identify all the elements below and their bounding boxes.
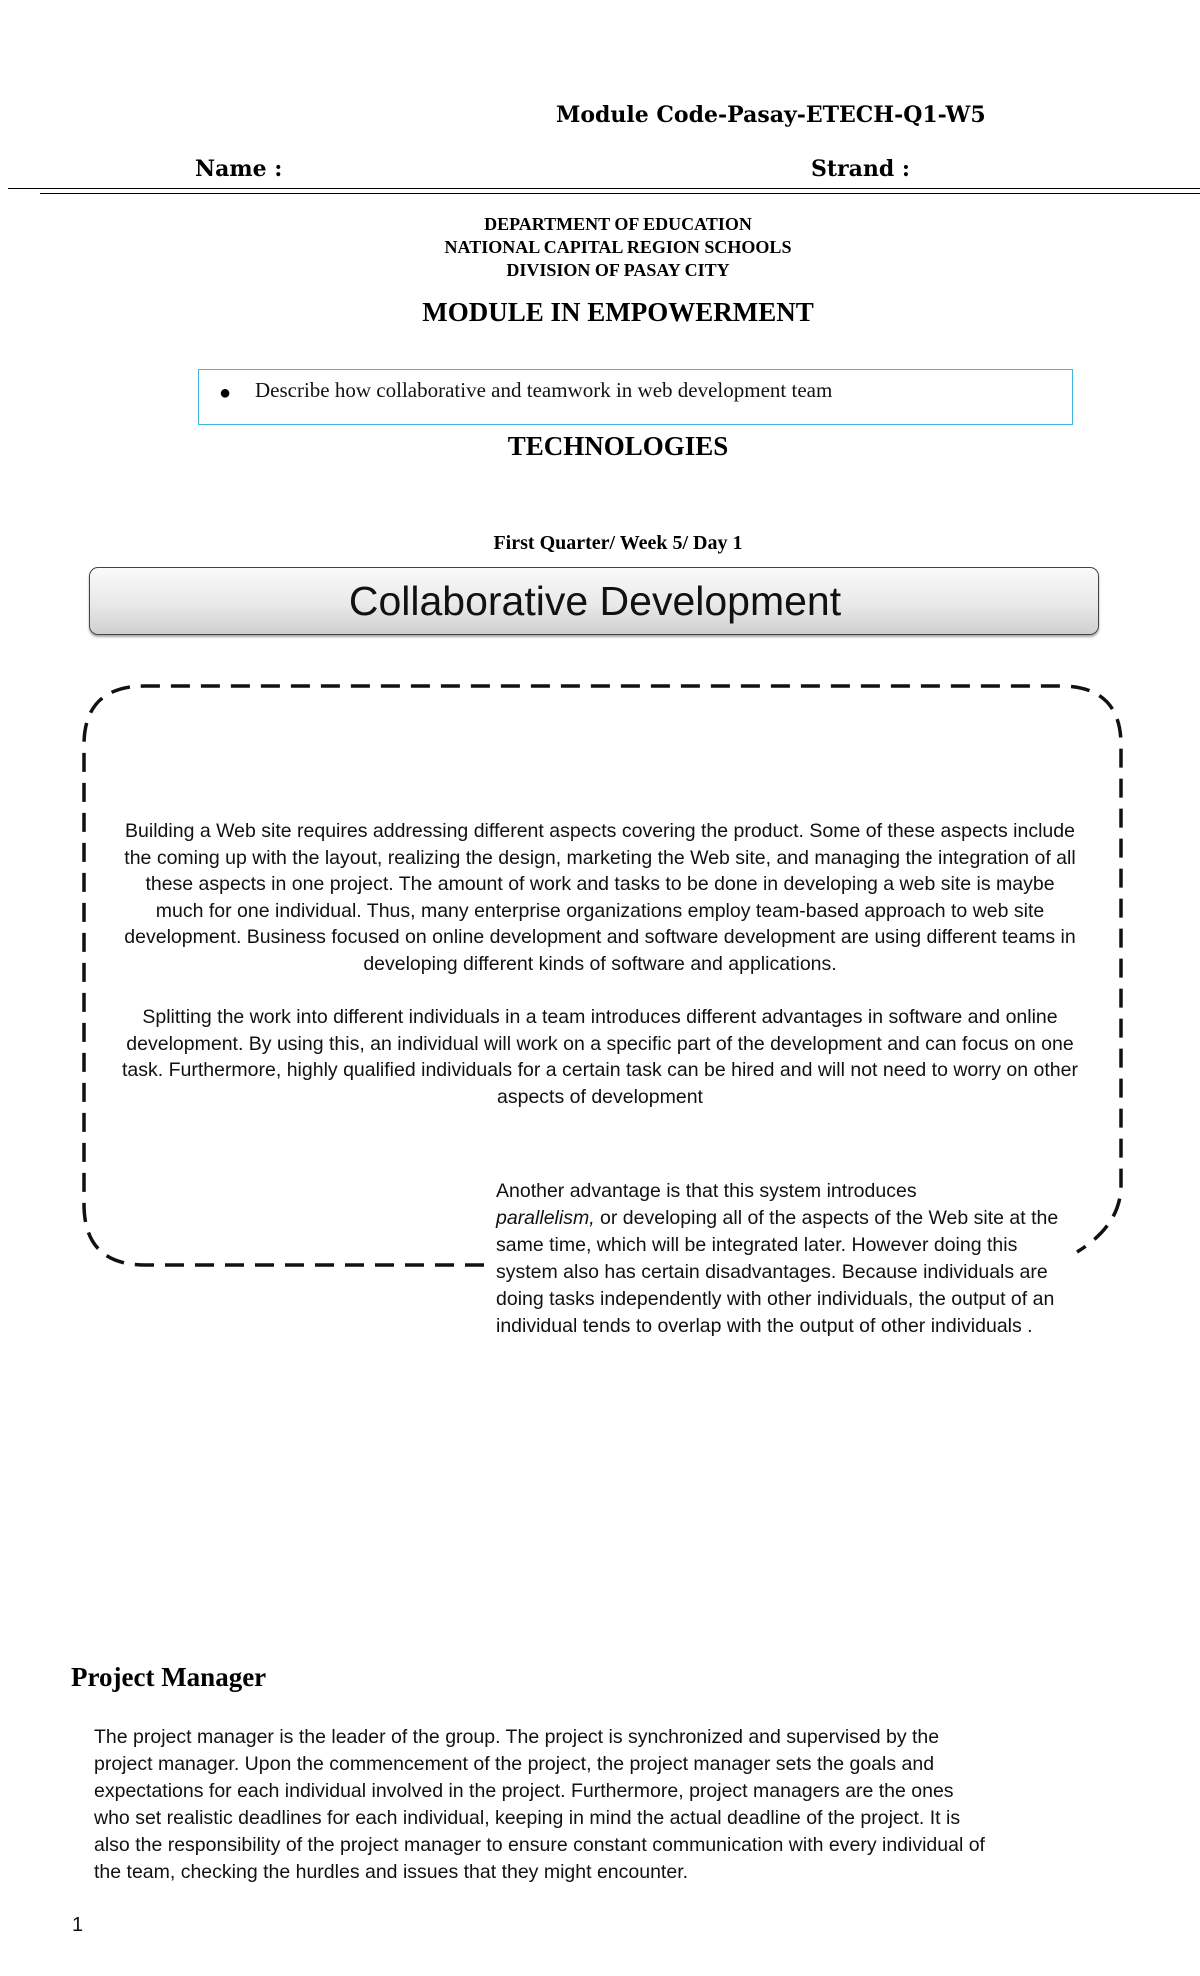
dept-line-2: NATIONAL CAPITAL REGION SCHOOLS (444, 237, 792, 257)
module-title-continued: TECHNOLOGIES (507, 431, 729, 461)
banner-title: Collaborative Development (348, 578, 842, 624)
dept-line-3: DIVISION OF PASAY CITY (506, 260, 730, 280)
para3-lead: Another advantage is that this system introduces (496, 1180, 917, 1202)
parallelism-term: parallelism, (496, 1207, 595, 1229)
objective-text: Describe how collaborative and teamwork in web development team (255, 378, 833, 402)
quarter-label: First Quarter/ Week 5/ Day 1 (493, 532, 743, 554)
project-manager-heading: Project Manager (71, 1662, 267, 1692)
strand-label: Strand : (811, 156, 911, 182)
body-paragraph-1: Building a Web site requires addressing different aspects covering the product. Some of these aspects include the coming up with the layout, realizing the design, marketing the Web site, and managing the integration of all these aspects in one project. The amount of work and tasks to be done in developing a web site is maybe much for one individual. Thus, many enterprise organizations employ team-based approach to web site development. Business focused on online development and software development are using different teams in developing different kinds of software and applications. (124, 820, 1076, 975)
body-paragraph-3 (496, 1178, 1076, 1340)
module-code: Module Code-Pasay-ETECH-Q1-W5 (556, 102, 986, 128)
module-title: MODULE IN EMPOWERMENT (422, 297, 814, 327)
dept-line-1: DEPARTMENT OF EDUCATION (484, 214, 752, 234)
body-paragraph-2: Splitting the work into different individuals in a team introduces different advantages in software and online development. By using this, an individual will work on a specific part of the development and can focus on one task. Furthermore, highly qualified individuals for a certain task can be hired and will not need to worry on other aspects of development (121, 1006, 1078, 1108)
bullet-icon: ● (219, 382, 232, 404)
name-label: Name : (195, 156, 283, 182)
para3-rest: or developing all of the aspects of the Web site at the same time, which will be integrated later. However doing this system also has certain disadvantages. Because individuals are doing tasks independently with other individuals, the output of an individual tends to overlap with the output of other individuals . (496, 1207, 1059, 1337)
page-number: 1 (72, 1914, 84, 1936)
project-manager-paragraph: The project manager is the leader of the group. The project is synchronized and supervised by the project manager. Upon the commencement of the project, the project manager sets the goals and expectations for each individual involved in the project. Furthermore, project managers are the ones who set realistic deadlines for each individual, keeping in mind the actual deadline of the project. It is also the responsibility of the project manager to ensure constant communication with every individual of the team, checking the hurdles and issues that they might encounter. (94, 1726, 985, 1883)
